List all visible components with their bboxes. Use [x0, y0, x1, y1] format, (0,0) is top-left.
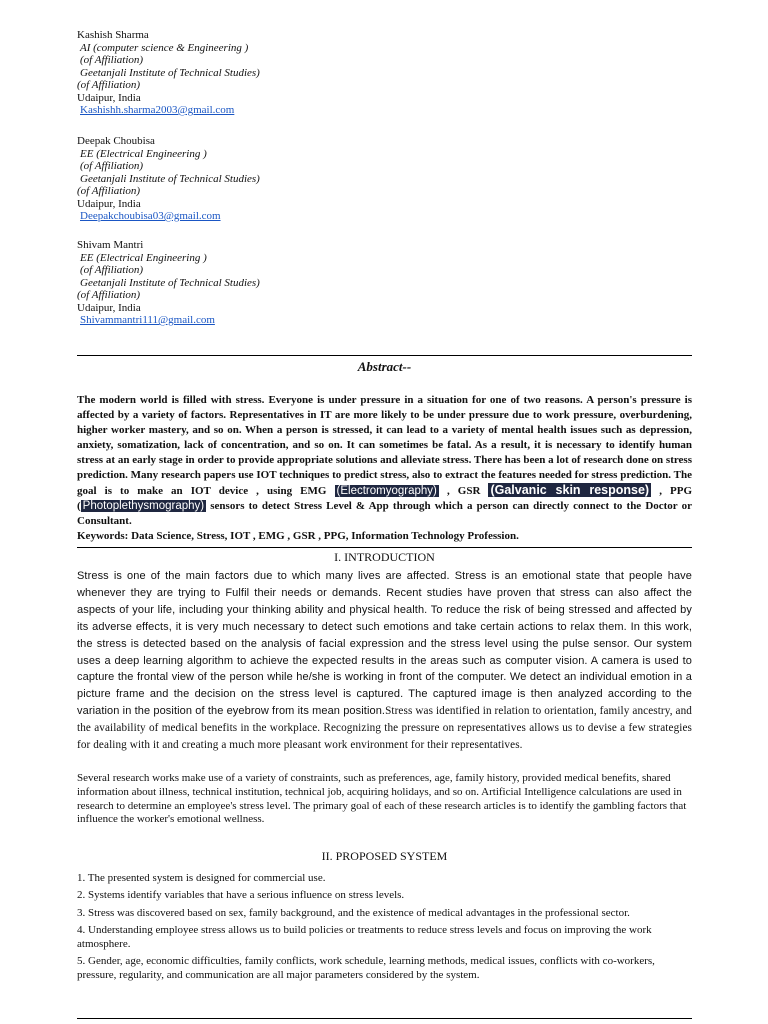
list-item: 3. Stress was discovered based on sex, family background, and the existence of medical advantages in the professional sector. [77, 906, 630, 919]
author-city: Udaipur, India [77, 301, 141, 314]
author-email-link[interactable]: Kashishh.sharma2003@gmail.com [80, 104, 235, 116]
gsr-label: , GSR [446, 485, 481, 497]
author-block-3 [77, 239, 260, 327]
author-block-1 [77, 29, 260, 117]
divider [77, 1018, 692, 1019]
proposed-system-list [77, 872, 692, 986]
author-department: AI (computer science & Engineering ) [80, 41, 249, 54]
introduction-paragraph-2: Several research works make use of a variety of constraints, such as preferences, age, family history, provided medical benefits, shared information about illness, technical institution, technical job, acquiring holidays, and so on. Artificial Intelligence calculations are used in research to determine an employee's stress level. The primary goal of each of these research articles is to identify the gambling factors that influence the worker's emotional wellness. [77, 772, 687, 826]
author-email-link[interactable]: Deepakchoubisa03@gmail.com [80, 210, 221, 222]
abstract-text: The modern world is filled with stress. Everyone is under pressure in a situation for one of two reasons. A person's pressure is affected by a variety of factors. Representatives in IT are more likely to be under pressure due to work pressure, overburdening, higher worker mastery, and so on. When a person is stressed, it can lead to a variety of mental health issues such as depression, anxiety, somatization, lack of concentration, and so on. It can sometimes be fatal. As a result, it is necessary to identify human stress at an early stage in order to provide appropriate solutions and alleviate stress. There has been a lot of research done on stress prediction. Many research papers use IOT techniques to predict stress, also to extract the features needed for stress prediction. The goal is to make an IOT device , using EMG [77, 394, 692, 497]
author-affiliation-label: (of Affiliation) [80, 54, 144, 66]
intro-text-tail: Stress was identified in relation to orientation, family ancestry, and the availability of medical benefits in the workplace. Recognizing the pressure on representatives allows us to devise a few strategies for dealing with it and creating a much more pleasant work environment for their representatives. [77, 705, 692, 752]
author-affiliation-label: (of Affiliation) [77, 79, 141, 91]
divider [77, 355, 692, 356]
author-institute: Geetanjali Institute of Technical Studies) [80, 172, 260, 185]
author-department: EE (Electrical Engineering ) [80, 251, 207, 264]
author-affiliation-label: (of Affiliation) [80, 160, 144, 172]
abstract-body [77, 393, 692, 529]
author-name: Deepak Choubisa [77, 135, 155, 147]
section-heading-proposed-system: II. PROPOSED SYSTEM [321, 849, 448, 863]
author-email-link[interactable]: Shivammantri111@gmail.com [80, 314, 215, 326]
introduction-paragraph [77, 568, 692, 754]
list-item: 2. Systems identify variables that have a serious influence on stress levels. [77, 889, 405, 902]
ppg-label: , PPG ( [77, 485, 693, 512]
author-affiliation-label: (of Affiliation) [77, 185, 141, 197]
author-affiliation-label: (of Affiliation) [80, 264, 144, 276]
section-heading-introduction: I. INTRODUCTION [334, 550, 435, 564]
divider [77, 547, 692, 548]
author-institute: Geetanjali Institute of Technical Studies) [80, 276, 260, 289]
list-item: 4. Understanding employee stress allows us to build policies or treatments to reduce stress levels and focus on improving the work atmosphere. [77, 924, 652, 950]
gsr-highlight: (Galvanic skin response) [490, 483, 650, 497]
list-item: 5. Gender, age, economic difficulties, family conflicts, work schedule, learning methods, medical issues, conflicts with co-workers, pressure, regularity, and communication are all major parameters considered by the system. [77, 955, 655, 981]
author-institute: Geetanjali Institute of Technical Studies) [80, 66, 260, 79]
intro-text: Stress is one of the main factors due to which many lives are affected. Stress is an emotional state that people have whenever they are trying to Fulfil their needs or demands. Recent studies have proven that stress can also affect the aspects of your life, including your thinking ability and physical health. To reduce the risk of being stressed and affected by its adverse effects, it is very much necessary to detect such emotions and take certain actions to relax them. In this work, the stress is detected based on the analysis of facial expression and the stress level using the pulse sensor. Our system uses a deep learning algorithm to achieve the expected results in the areas such as computer vision. A camera is used to capture the frontal view of the person while he/she is working in front of the computer. We detect an individual emotion in a picture frame and the decision on the stress level is captured. The captured image is then analyzed according to the variation in the position of the eyebrow from its mean position. [77, 570, 692, 718]
author-block-2 [77, 135, 260, 223]
author-name: Shivam Mantri [77, 239, 144, 251]
author-city: Udaipur, India [77, 197, 141, 210]
author-affiliation-label: (of Affiliation) [77, 289, 141, 301]
emg-highlight: (Electromyography) [336, 485, 437, 497]
ppg-highlight: Photoplethysmography) [82, 500, 205, 512]
abstract-title: Abstract-- [357, 359, 412, 374]
author-name: Kashish Sharma [77, 29, 149, 41]
author-city: Udaipur, India [77, 91, 141, 104]
author-department: EE (Electrical Engineering ) [80, 147, 207, 160]
abstract-text-end: sensors to detect Stress Level & App through which a person can directly connect to the Doctor or Consultant. [77, 500, 692, 527]
keywords: Keywords: Data Science, Stress, IOT , EMG , GSR , PPG, Information Technology Profession. [77, 530, 519, 542]
list-item: 1. The presented system is designed for commercial use. [77, 872, 326, 884]
